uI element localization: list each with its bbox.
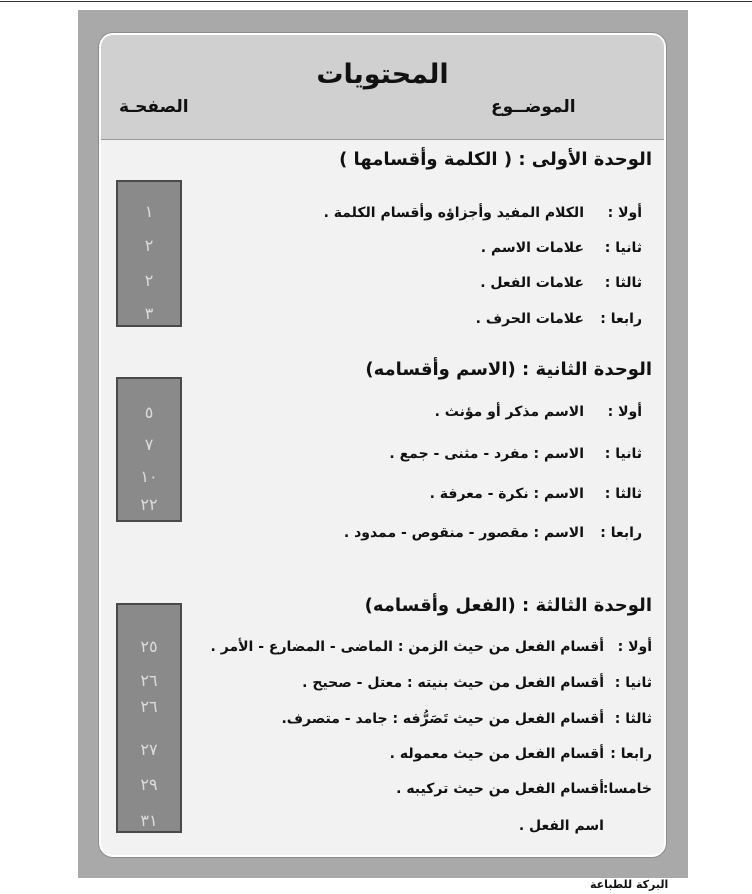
- contents-card: [99, 33, 666, 857]
- item-label: أولا :: [607, 404, 642, 420]
- page-number: ٢: [144, 271, 154, 290]
- unit-2-item-4: [344, 525, 642, 541]
- item-text: علامات الاسم .: [480, 240, 584, 256]
- unit-3-item-6: [519, 818, 652, 834]
- item-label: أولا :: [617, 639, 652, 655]
- unit-1-title: الوحدة الأولى : ( الكلمة وأقسامها ): [339, 149, 652, 170]
- page-number: ٢٥: [140, 637, 158, 656]
- page-number: ٢٩: [140, 775, 158, 794]
- unit-3-item-3: [281, 711, 652, 727]
- page-number: ١: [144, 202, 154, 221]
- column-topic-label: الموضــوع: [491, 97, 576, 117]
- item-text: اسم الفعل .: [518, 818, 604, 834]
- unit-3-item-2: [302, 675, 652, 691]
- item-text: أقسام الفعل من حيث تَصَرُّفه : جامد - متصرف.: [281, 711, 604, 727]
- item-text: الاسم : مقصور - منقوص - ممدود .: [343, 525, 584, 541]
- page-number: ٥: [144, 403, 154, 422]
- unit-3-page-box: [116, 603, 182, 833]
- column-page-label: الصفحـة: [119, 97, 189, 117]
- page-number: ٣: [144, 304, 154, 323]
- item-text: أقسام الفعل من حيث معموله .: [389, 746, 604, 762]
- item-text: أقسام الفعل من حيث تركيبه .: [396, 781, 604, 797]
- unit-2-item-3: [430, 486, 642, 502]
- page-title: المحتويات: [316, 59, 449, 90]
- unit-3-item-4: [390, 746, 652, 762]
- item-text: الاسم : مفرد - مثنى - جمع .: [389, 446, 584, 462]
- unit-2-title: الوحدة الثانية : (الاسم وأقسامه): [365, 359, 652, 380]
- page-number: ٧: [144, 435, 154, 454]
- item-label: ثانيا :: [614, 675, 652, 691]
- item-label: أولا :: [607, 205, 642, 221]
- item-text: الاسم : نكرة - معرفة .: [429, 486, 584, 502]
- header-band: [101, 35, 664, 140]
- item-label: رابعا :: [610, 746, 652, 762]
- item-label: ثانيا :: [604, 446, 642, 462]
- page-number: ٣١: [140, 811, 158, 830]
- page-number: ٢: [144, 236, 154, 255]
- unit-1-item-4: [476, 311, 642, 327]
- publisher-footer: البركة للطباعة: [590, 878, 669, 891]
- unit-3-title: الوحدة الثالثة : (الفعل وأقسامه): [364, 595, 652, 616]
- item-text: أقسام الفعل من حيث بنيته : معتل - صحيح .: [302, 675, 604, 691]
- page-number: ٢٦: [140, 697, 158, 716]
- unit-1-item-3: [480, 275, 642, 291]
- page-number: ١٠: [140, 467, 158, 486]
- item-text: أقسام الفعل من حيث الزمن : الماضى - المضارع - الأمر .: [210, 639, 604, 655]
- page-number: ٢٧: [140, 740, 158, 759]
- item-label: ثانيا :: [604, 240, 642, 256]
- item-label: رابعا :: [600, 311, 642, 327]
- item-label: ثالثا :: [604, 275, 642, 291]
- item-label: خامسا:: [602, 781, 652, 797]
- item-text: علامات الحرف .: [475, 311, 584, 327]
- page-number: ٢٢: [140, 495, 158, 514]
- unit-1-item-1: [324, 205, 642, 221]
- unit-1-item-2: [481, 240, 642, 256]
- unit-3-item-1: [211, 639, 652, 655]
- item-label: ثالثا :: [614, 711, 652, 727]
- item-label: رابعا :: [600, 525, 642, 541]
- unit-2-item-2: [389, 446, 642, 462]
- item-text: علامات الفعل .: [480, 275, 584, 291]
- page-number: ٢٦: [140, 671, 158, 690]
- unit-2-page-box: [116, 377, 182, 522]
- unit-1-page-box: [116, 180, 182, 327]
- item-label: ثالثا :: [604, 486, 642, 502]
- item-text: الكلام المفيد وأجزاؤه وأقسام الكلمة .: [323, 205, 584, 221]
- top-rule: [0, 1, 752, 2]
- unit-3-item-5: [396, 781, 652, 797]
- unit-2-item-1: [435, 404, 642, 420]
- item-text: الاسم مذكر أو مؤنث .: [434, 404, 584, 420]
